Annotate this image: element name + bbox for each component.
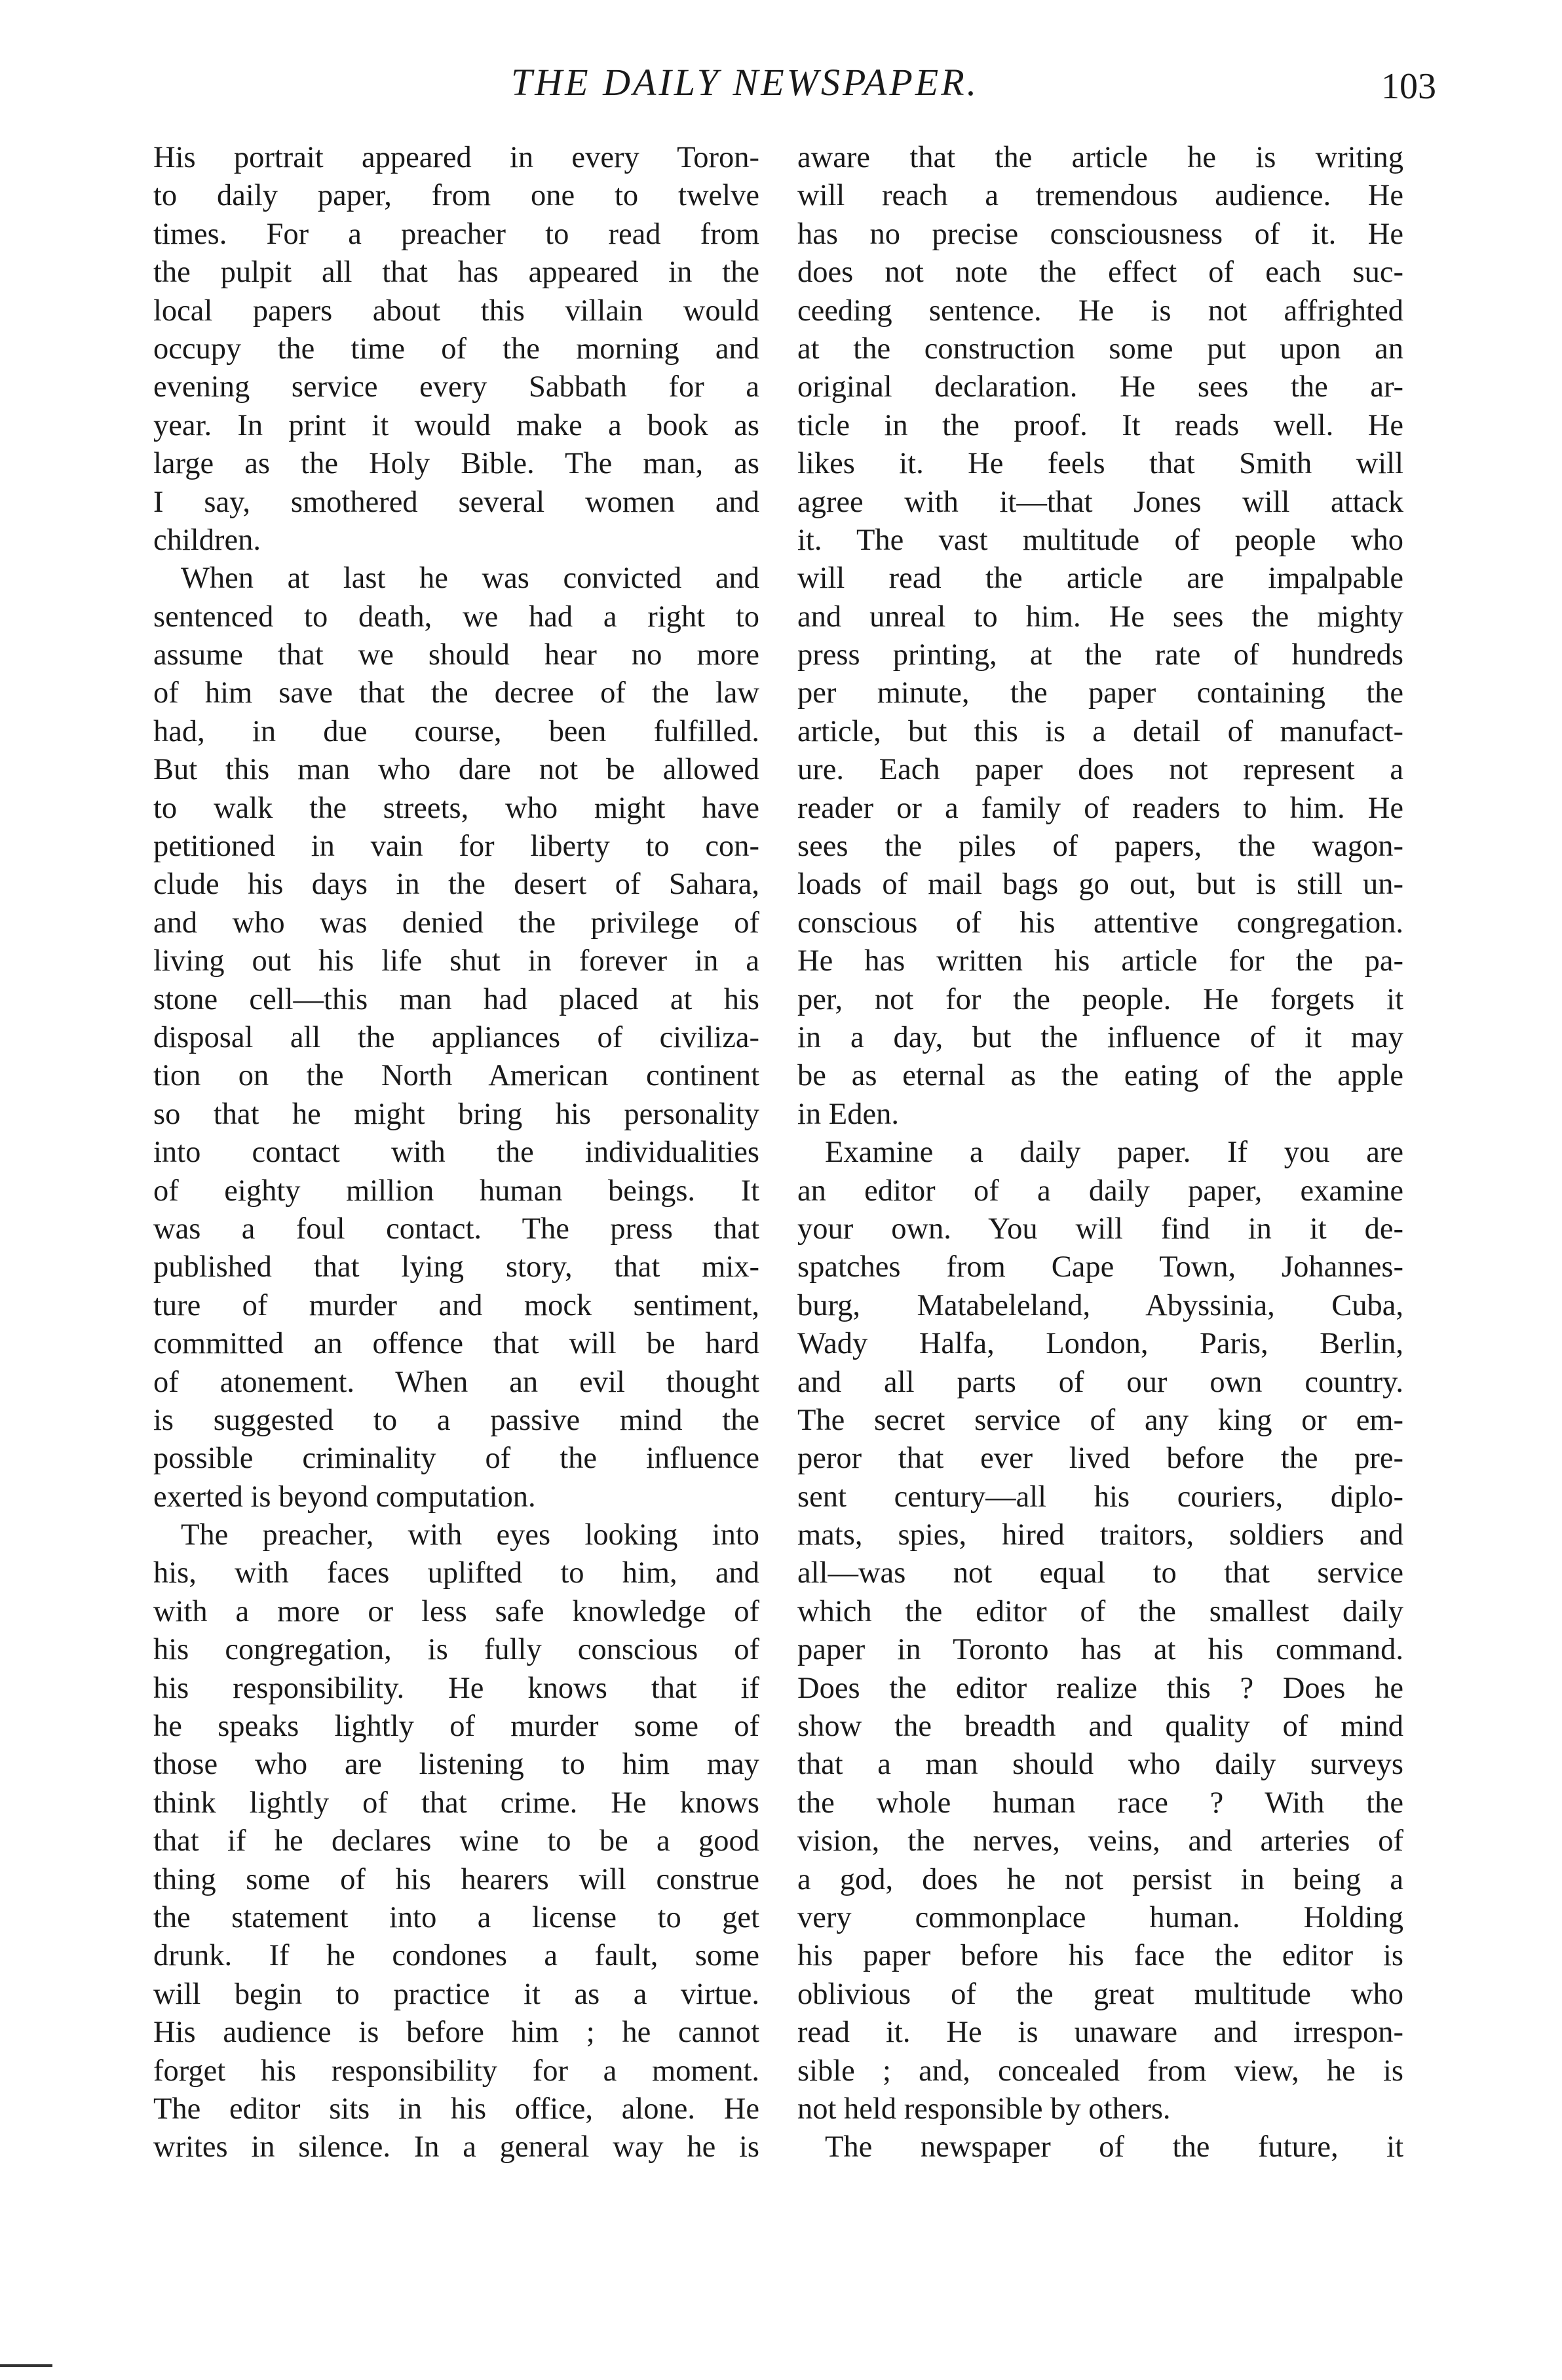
- text-line: sentenced to death, we had a right to: [153, 600, 759, 634]
- text-line: read it. He is unaware and irrespon-: [797, 2016, 1403, 2050]
- text-line: the whole human race ? With the: [797, 1786, 1403, 1820]
- text-line: likes it. He feels that Smith will: [797, 447, 1403, 481]
- text-line: is suggested to a passive mind the: [153, 1403, 759, 1437]
- text-line: will read the article are impalpable: [797, 562, 1403, 596]
- text-line: your own. You will find in it de-: [797, 1212, 1403, 1246]
- text-line: living out his life shut in forever in a: [153, 944, 759, 978]
- text-line: spatches from Cape Town, Johannes-: [797, 1250, 1403, 1284]
- text-line: sible ; and, concealed from view, he is: [797, 2054, 1403, 2088]
- text-line: his paper before his face the editor is: [797, 1939, 1403, 1973]
- scan-edge-mark: [0, 2364, 52, 2367]
- left-text-column: [153, 139, 759, 2167]
- text-line: per, not for the people. He forgets it: [797, 982, 1403, 1016]
- text-line: of eighty million human beings. It: [153, 1174, 759, 1208]
- text-line: ure. Each paper does not represent a: [797, 753, 1403, 787]
- text-line: loads of mail bags go out, but is still un-: [797, 868, 1403, 902]
- text-line: aware that the article he is writing: [797, 141, 1403, 174]
- text-line: exerted is beyond computation.: [153, 1480, 536, 1514]
- text-line: all—was not equal to that service: [797, 1556, 1403, 1590]
- text-line: original declaration. He sees the ar-: [797, 370, 1403, 404]
- text-line: he speaks lightly of murder some of: [153, 1710, 759, 1744]
- text-line: ticle in the proof. It reads well. He: [797, 408, 1403, 442]
- text-line: at the construction some put upon an: [797, 332, 1403, 366]
- text-line: possible criminality of the influence: [153, 1442, 759, 1476]
- text-line: year. In print it would make a book as: [153, 408, 759, 442]
- text-line: vision, the nerves, veins, and arteries of: [797, 1824, 1403, 1858]
- text-line: writes in silence. In a general way he is: [153, 2130, 759, 2164]
- text-line: has no precise consciousness of it. He: [797, 217, 1403, 251]
- text-line: of atonement. When an evil thought: [153, 1365, 759, 1399]
- text-line: very commonplace human. Holding: [797, 1900, 1403, 1934]
- text-line: with a more or less safe knowledge of: [153, 1594, 759, 1628]
- text-line: to walk the streets, who might have: [153, 791, 759, 825]
- text-line: sees the piles of papers, the wagon-: [797, 830, 1403, 864]
- text-line: think lightly of that crime. He knows: [153, 1786, 759, 1820]
- text-line: The newspaper of the future, it: [825, 2130, 1403, 2164]
- text-line: it. The vast multitude of people who: [797, 523, 1403, 557]
- text-line: into contact with the individualities: [153, 1136, 759, 1170]
- text-line: a god, does he not persist in being a: [797, 1862, 1403, 1896]
- text-line: ture of murder and mock sentiment,: [153, 1288, 759, 1322]
- text-line: local papers about this villain would: [153, 294, 759, 328]
- text-line: which the editor of the smallest daily: [797, 1594, 1403, 1628]
- text-line: forget his responsibility for a moment.: [153, 2054, 759, 2088]
- text-line: an editor of a daily paper, examine: [797, 1174, 1403, 1208]
- text-line: Examine a daily paper. If you are: [825, 1136, 1403, 1170]
- text-line: published that lying story, that mix-: [153, 1250, 759, 1284]
- text-line: press printing, at the rate of hundreds: [797, 638, 1403, 672]
- text-line: be as eternal as the eating of the apple: [797, 1059, 1403, 1093]
- text-line: of him save that the decree of the law: [153, 676, 759, 710]
- text-line: reader or a family of readers to him. He: [797, 791, 1403, 825]
- text-line: But this man who dare not be allowed: [153, 753, 759, 787]
- text-line: assume that we should hear no more: [153, 638, 759, 672]
- text-line: those who are listening to him may: [153, 1748, 759, 1782]
- text-line: show the breadth and quality of mind: [797, 1710, 1403, 1744]
- text-line: tion on the North American continent: [153, 1059, 759, 1093]
- text-line: that a man should who daily surveys: [797, 1748, 1403, 1782]
- text-line: so that he might bring his personality: [153, 1097, 759, 1131]
- text-line: Wady Halfa, London, Paris, Berlin,: [797, 1327, 1403, 1361]
- text-line: When at last he was convicted and: [181, 562, 759, 596]
- text-line: thing some of his hearers will construe: [153, 1862, 759, 1896]
- text-line: disposal all the appliances of civiliza-: [153, 1020, 759, 1054]
- text-line: will reach a tremendous audience. He: [797, 179, 1403, 213]
- text-line: sent century—all his couriers, diplo-: [797, 1480, 1403, 1514]
- text-line: had, in due course, been fulfilled.: [153, 714, 759, 748]
- text-line: drunk. If he condones a fault, some: [153, 1939, 759, 1973]
- text-line: peror that ever lived before the pre-: [797, 1442, 1403, 1476]
- text-line: per minute, the paper containing the: [797, 676, 1403, 710]
- text-line: large as the Holy Bible. The man, as: [153, 447, 759, 481]
- text-line: the statement into a license to get: [153, 1900, 759, 1934]
- page-number: 103: [1381, 66, 1436, 107]
- text-line: children.: [153, 523, 261, 557]
- text-line: clude his days in the desert of Sahara,: [153, 868, 759, 902]
- text-line: ceeding sentence. He is not affrighted: [797, 294, 1403, 328]
- text-line: in a day, but the influence of it may: [797, 1020, 1403, 1054]
- text-line: mats, spies, hired traitors, soldiers and: [797, 1518, 1403, 1552]
- running-title: THE DAILY NEWSPAPER.: [511, 61, 980, 104]
- text-line: The secret service of any king or em-: [797, 1403, 1403, 1437]
- text-line: He has written his article for the pa-: [797, 944, 1403, 978]
- text-line: evening service every Sabbath for a: [153, 370, 759, 404]
- text-line: his, with faces uplifted to him, and: [153, 1556, 759, 1590]
- text-line: does not note the effect of each suc-: [797, 256, 1403, 290]
- text-line: will begin to practice it as a virtue.: [153, 1977, 759, 2011]
- text-line: in Eden.: [797, 1097, 899, 1131]
- text-line: committed an offence that will be hard: [153, 1327, 759, 1361]
- text-line: and who was denied the privilege of: [153, 906, 759, 940]
- text-line: his responsibility. He knows that if: [153, 1671, 759, 1705]
- text-line: stone cell—this man had placed at his: [153, 982, 759, 1016]
- text-line: was a foul contact. The press that: [153, 1212, 759, 1246]
- text-line: and unreal to him. He sees the mighty: [797, 600, 1403, 634]
- text-line: article, but this is a detail of manufact-: [797, 714, 1403, 748]
- text-line: times. For a preacher to read from: [153, 217, 759, 251]
- text-line: Does the editor realize this ? Does he: [797, 1671, 1403, 1705]
- text-line: occupy the time of the morning and: [153, 332, 759, 366]
- text-line: to daily paper, from one to twelve: [153, 179, 759, 213]
- text-line: agree with it—that Jones will attack: [797, 485, 1403, 519]
- text-line: his congregation, is fully conscious of: [153, 1633, 759, 1667]
- text-line: The preacher, with eyes looking into: [181, 1518, 759, 1552]
- text-line: paper in Toronto has at his command.: [797, 1633, 1403, 1667]
- right-text-column: [797, 139, 1403, 2167]
- text-line: burg, Matabeleland, Abyssinia, Cuba,: [797, 1288, 1403, 1322]
- text-line: that if he declares wine to be a good: [153, 1824, 759, 1858]
- text-line: the pulpit all that has appeared in the: [153, 256, 759, 290]
- text-line: and all parts of our own country.: [797, 1365, 1403, 1399]
- text-line: conscious of his attentive congregation.: [797, 906, 1403, 940]
- text-line: His audience is before him ; he cannot: [153, 2016, 759, 2050]
- text-line: The editor sits in his office, alone. He: [153, 2092, 759, 2126]
- text-line: petitioned in vain for liberty to con-: [153, 830, 759, 864]
- text-line: oblivious of the great multitude who: [797, 1977, 1403, 2011]
- text-line: not held responsible by others.: [797, 2092, 1171, 2126]
- text-line: His portrait appeared in every Toron-: [153, 141, 759, 174]
- text-line: I say, smothered several women and: [153, 485, 759, 519]
